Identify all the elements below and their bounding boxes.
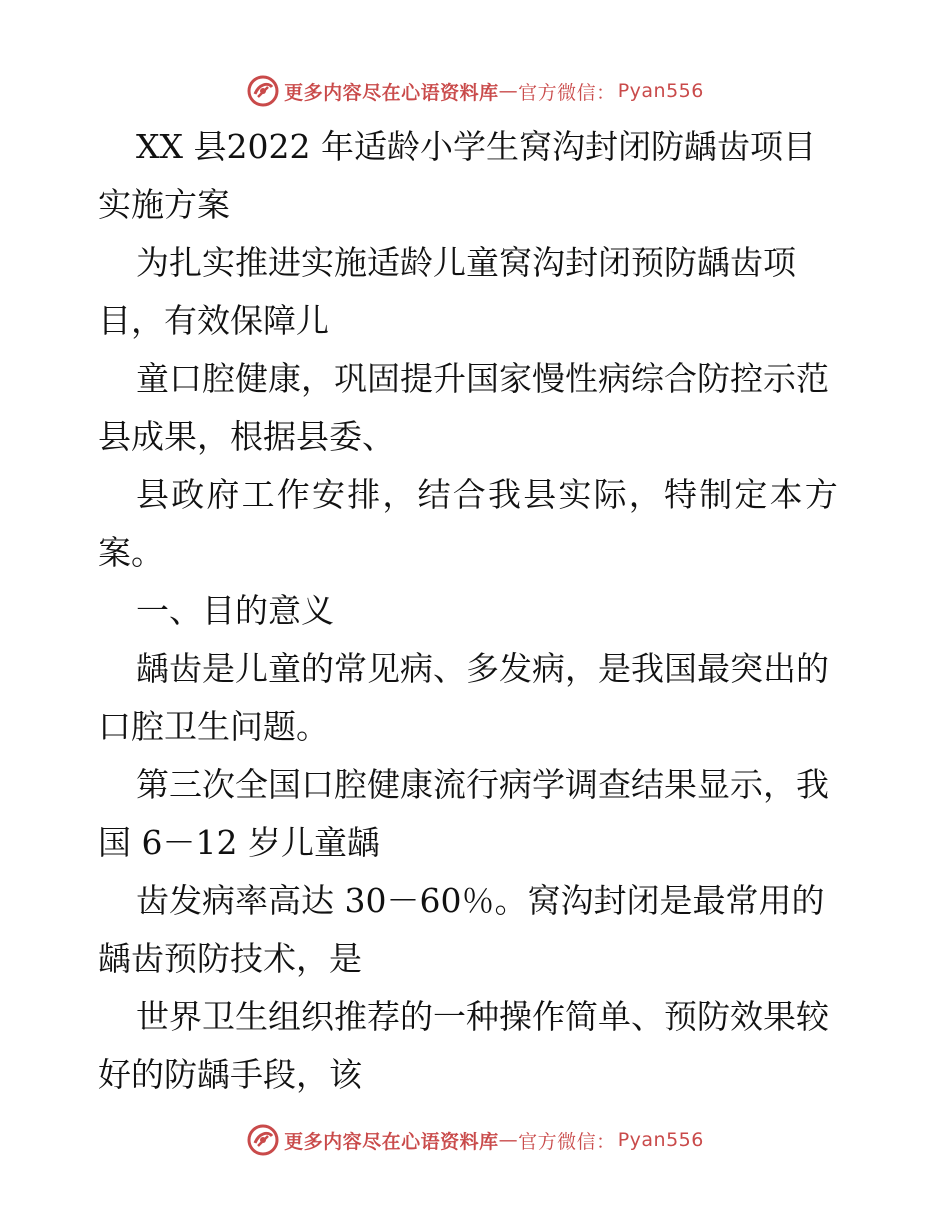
paragraph-line: 世界卫生组织推荐的一种操作简单、预防效果较 [136, 997, 829, 1036]
title-line-2: 实施方案 [98, 185, 230, 224]
paragraph-line: 童口腔健康，巩固提升国家慢性病综合防控示范 [136, 359, 829, 398]
title-line-1: XX 县2022 年适龄小学生窝沟封闭防龋齿项目 [136, 127, 816, 166]
paragraph-line: 龋齿预防技术，是 [98, 939, 362, 978]
paragraph-line: 目，有效保障儿 [98, 301, 329, 340]
watermark-text: 更多内容尽在心语资料库 [284, 81, 499, 104]
paragraph [98, 756, 858, 872]
paragraph-line: 龋齿是儿童的常见病、多发病，是我国最突出的 [136, 649, 829, 688]
watermark-text: 更多内容尽在心语资料库 [284, 1130, 499, 1153]
paragraph-line: 县政府工作安排，结合我县实际，特制定本方 [136, 475, 840, 514]
paragraph [98, 988, 858, 1104]
watermark-wechat-label: 官方微信： [518, 1130, 616, 1153]
paragraph-line: 好的防龋手段，该 [98, 1055, 362, 1094]
paragraph-line: 案。 [98, 533, 164, 572]
document-body [98, 118, 858, 1104]
paragraph-line: 齿发病率高达 30－60％。窝沟封闭是最常用的 [136, 881, 825, 920]
paragraph-line: 县成果，根据县委、 [98, 417, 395, 456]
paragraph [98, 466, 858, 582]
section-heading-text: 一、目的意义 [136, 591, 334, 630]
seal-logo-icon [246, 74, 280, 108]
watermark-wechat-id: Pyan556 [617, 80, 704, 102]
paragraph [98, 640, 858, 756]
paragraph [98, 350, 858, 466]
paragraph-line: 口腔卫生问题。 [98, 707, 329, 746]
watermark-separator: — [498, 80, 519, 102]
paragraph-line: 国 6－12 岁儿童龋 [98, 823, 380, 862]
document-title [98, 118, 858, 234]
seal-logo-icon [246, 1123, 280, 1157]
watermark-wechat-label: 官方微信： [518, 81, 616, 104]
paragraph [98, 234, 858, 350]
section-heading [98, 582, 858, 640]
paragraph-line: 第三次全国口腔健康流行病学调查结果显示，我 [136, 765, 829, 804]
watermark-footer [0, 1120, 950, 1160]
paragraph [98, 872, 858, 988]
watermark-separator: — [498, 1129, 519, 1151]
watermark-header [0, 71, 950, 111]
paragraph-line: 为扎实推进实施适龄儿童窝沟封闭预防龋齿项 [136, 243, 796, 282]
watermark-wechat-id: Pyan556 [617, 1129, 704, 1151]
